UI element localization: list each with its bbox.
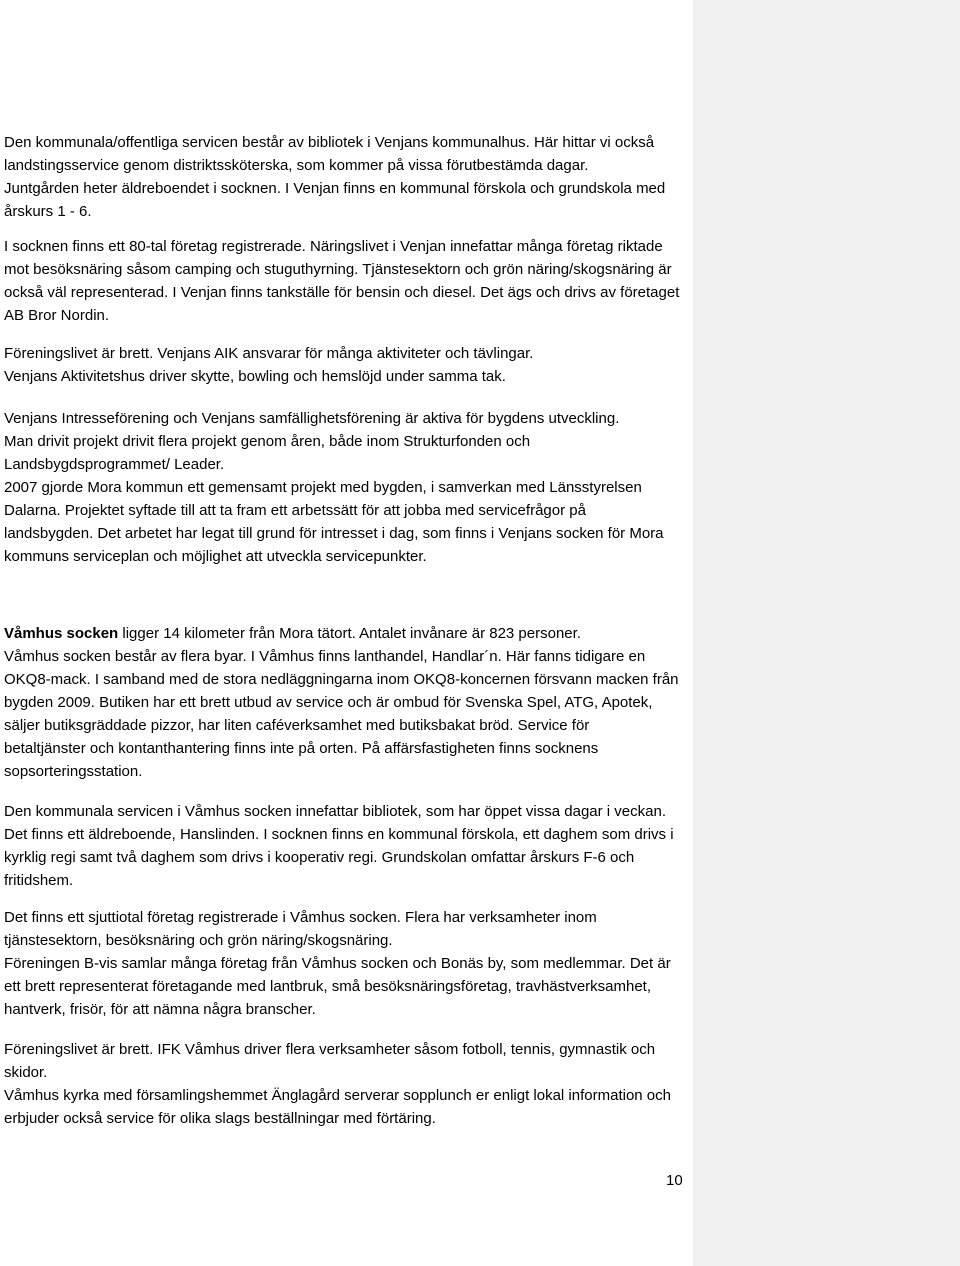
text-line: årskurs 1 - 6.	[4, 203, 92, 220]
text-line: Det finns ett sjuttiotal företag registrerade i Våmhus socken. Flera har verksamheter inom	[4, 909, 597, 926]
text-line: Venjans Aktivitetshus driver skytte, bowling och hemslöjd under samma tak.	[4, 368, 506, 385]
text-line: Det finns ett äldreboende, Hanslinden. I socknen finns en kommunal förskola, ett daghem som drivs i	[4, 826, 674, 843]
text-line: Den kommunala/offentliga servicen består av bibliotek i Venjans kommunalhus. Här hittar vi också	[4, 134, 655, 151]
text-line: Landsbygdsprogrammet/ Leader.	[4, 456, 225, 473]
text-line: Juntgården heter äldreboendet i socknen. I Venjan finns en kommunal förskola och grundskola med	[4, 180, 666, 197]
text-line: sopsorteringsstation.	[4, 763, 143, 780]
text-line: kyrklig regi samt två daghem som drivs i kooperativ regi. Grundskolan omfattar årskurs F-6 och	[4, 849, 635, 866]
paragraph-vamhus-associations	[4, 1038, 689, 1130]
paragraph-vamhus-business	[4, 906, 689, 1021]
text-line: Venjans Intresseförening och Venjans samfällighetsförening är aktiva för bygdens utveckling.	[4, 410, 620, 427]
text-line: mot besöksnäring såsom camping och stuguthyrning. Tjänstesektorn och grön näring/skogsnäring är	[4, 261, 672, 278]
paragraph-venjan-associations	[4, 342, 689, 388]
paragraph-venjan-projects	[4, 407, 689, 568]
text-line: bygden 2009. Butiken har ett brett utbud av service och är ombud för Svenska Spel, ATG, Apotek,	[4, 694, 653, 711]
text-line: Dalarna. Projektet syftade till att ta fram ett arbetssätt för att jobba med servicefrågor på	[4, 502, 586, 519]
text-line: Föreningslivet är brett. IFK Våmhus driver flera verksamheter såsom fotboll, tennis, gymnastik och	[4, 1041, 656, 1058]
text-line: säljer butiksgräddade pizzor, har liten caféverksamhet med butiksbakat bröd. Service för	[4, 717, 590, 734]
paragraph-venjan-business	[4, 235, 689, 327]
text-line: Föreningen B-vis samlar många företag från Våmhus socken och Bonäs by, som medlemmar. Det är	[4, 955, 671, 972]
text-line: 2007 gjorde Mora kommun ett gemensamt projekt med bygden, i samverkan med Länsstyrelsen	[4, 479, 642, 496]
text-line: Man drivit projekt drivit flera projekt genom åren, både inom Strukturfonden och	[4, 433, 531, 450]
paragraph-vamhus-intro	[4, 622, 689, 783]
text-line: ett brett representerat företagande med lantbruk, små besöksnäringsföretag, travhästverksamhet,	[4, 978, 652, 995]
text-line	[4, 622, 689, 645]
comment-margin-pane	[693, 0, 960, 1266]
paragraph-venjan-public-service	[4, 131, 689, 223]
text-line: tjänstesektorn, besöksnäring och grön näring/skogsnäring.	[4, 932, 393, 949]
text-line: också väl representerad. I Venjan finns tankställe för bensin och diesel. Det ägs och drivs av företaget	[4, 284, 680, 301]
page-number: 10	[666, 1172, 683, 1189]
text-line: betaltjänster och kontanthantering finns inte på orten. På affärsfastigheten finns socknens	[4, 740, 599, 757]
text-line: skidor.	[4, 1064, 48, 1081]
text-line: landstingsservice genom distriktssköterska, som kommer på vissa förutbestämda dagar.	[4, 157, 589, 174]
text-line: Föreningslivet är brett. Venjans AIK ansvarar för många aktiviteter och tävlingar.	[4, 345, 534, 362]
text-line: Den kommunala servicen i Våmhus socken innefattar bibliotek, som har öppet vissa dagar i veckan.	[4, 803, 666, 820]
text-line: kommuns serviceplan och möjlighet att utveckla servicepunkter.	[4, 548, 427, 565]
text-line: Våmhus kyrka med församlingshemmet Änglagård serverar sopplunch er enligt lokal information och	[4, 1087, 671, 1104]
text-line: fritidshem.	[4, 872, 74, 889]
text-line: erbjuder också service för olika slags beställningar med förtäring.	[4, 1110, 436, 1127]
text-span: ligger 14 kilometer från Mora tätort. Antalet invånare är 823 personer.	[118, 625, 581, 642]
text-line: Våmhus socken består av flera byar. I Våmhus finns lanthandel, Handlar´n. Här fanns tidigare en	[4, 648, 646, 665]
paragraph-vamhus-public-service	[4, 800, 689, 892]
vamhus-socken-heading: Våmhus socken	[4, 625, 119, 642]
text-line: landsbygden. Det arbetet har legat till grund för intresset i dag, som finns i Venjans socken för Mora	[4, 525, 664, 542]
text-line: OKQ8-mack. I samband med de stora nedläggningarna inom OKQ8-koncernen försvann macken från	[4, 671, 679, 688]
text-line: I socknen finns ett 80-tal företag registrerade. Näringslivet i Venjan innefattar många företag riktade	[4, 238, 663, 255]
text-line: hantverk, frisör, för att nämna några branscher.	[4, 1001, 316, 1018]
text-line: AB Bror Nordin.	[4, 307, 110, 324]
